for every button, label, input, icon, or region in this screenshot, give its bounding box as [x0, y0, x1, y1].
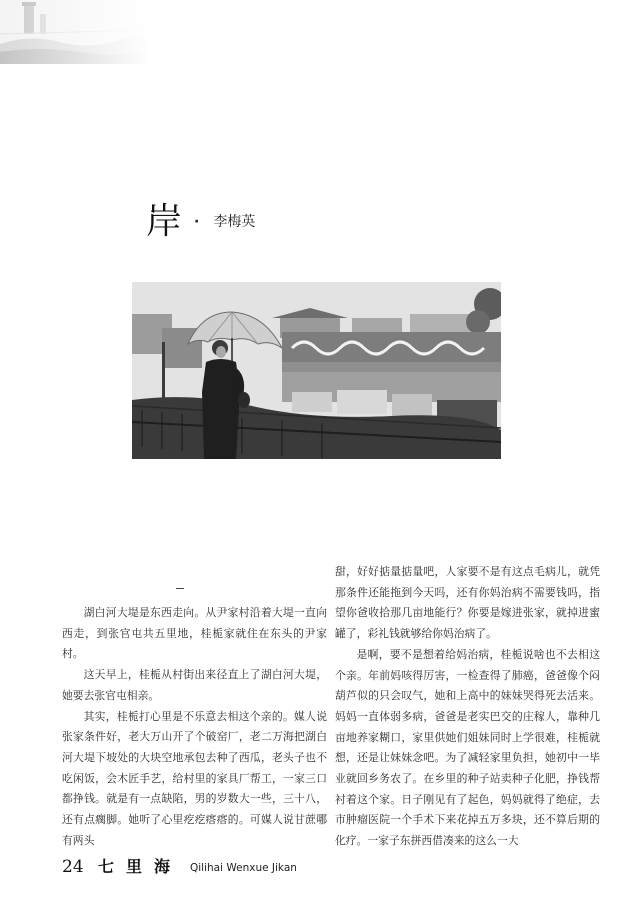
magazine-name-cn: 七里海 — [98, 857, 183, 876]
decorative-scenery-corner — [0, 0, 150, 64]
paragraph: 这天早上，桂栀从村街出来径直上了湖白河大堤，她要去张官屯相亲。 — [62, 668, 327, 702]
paragraph: 甜，好好掂量掂量吧，人家要不是有这点毛病儿，就凭那条件还能拖到今天吗，还有你妈治病不需要钱吗，指望你爸收拾那几亩地能行？你要是嫁进张家，就掉进蜜罐了，彩礼钱就够给你妈治病了。 — [335, 565, 600, 641]
article-title: 岸 — [146, 201, 184, 242]
article-photo — [132, 282, 501, 459]
paragraph: 其实，桂栀打心里是不乐意去相这个亲的。媒人说张家条件好，老大万山开了个破窑厂，老二万海把湖白河大堤下坡处的大块空地承包去种了西瓜，老头子也不吃闲饭，会木匠手艺，给村里的家具厂帮工，一家三口都挣钱。就是有一点缺陷，男的岁数大一些，三十八，还有点瘸脚。她听了心里疙疙瘩瘩的。可媒人说甘蔗哪有两头 — [62, 709, 327, 847]
photo-woman-umbrella-icon — [132, 282, 501, 459]
text-column-left — [62, 603, 327, 851]
paragraph: 湖白河大堤是东西走向。从尹家村沿着大堤一直向西走，到张官屯共五里地，桂栀家就住在东头的尹家村。 — [62, 606, 327, 661]
author-name: 李梅英 — [213, 214, 256, 230]
page-number: 24 — [62, 857, 84, 877]
paragraph: 是啊，要不是想着给妈治病，桂栀说啥也不去相这个亲。年前妈咳得厉害，一检查得了肺癌，爸爸像个闷葫芦似的只会叹气，她和上高中的妹妹哭得死去活来。妈妈一直体弱多病，爸爸是老实巴交的庄稼人，靠种几亩地养家糊口，家里供她们姐妹同时上学很难，桂栀就想，还是让妹妹念吧。为了减轻家里负担，她初中一毕业就回乡务农了。在乡里的种子站卖种子化肥，挣钱帮衬着这个家。日子刚见有了起色，妈妈就得了绝症，去市肿瘤医院一个手术下来花掉五万多块，还不算后期的化疗。一家子东拼西借凑来的这么一大 — [335, 647, 600, 848]
section-divider — [176, 588, 184, 589]
page-footer — [62, 855, 462, 879]
author-line — [194, 212, 255, 232]
scenery-icon — [0, 0, 150, 64]
author-dot: · — [194, 214, 200, 230]
text-column-right — [335, 562, 600, 852]
magazine-name-en: Qilihai Wenxue Jikan — [190, 862, 297, 874]
